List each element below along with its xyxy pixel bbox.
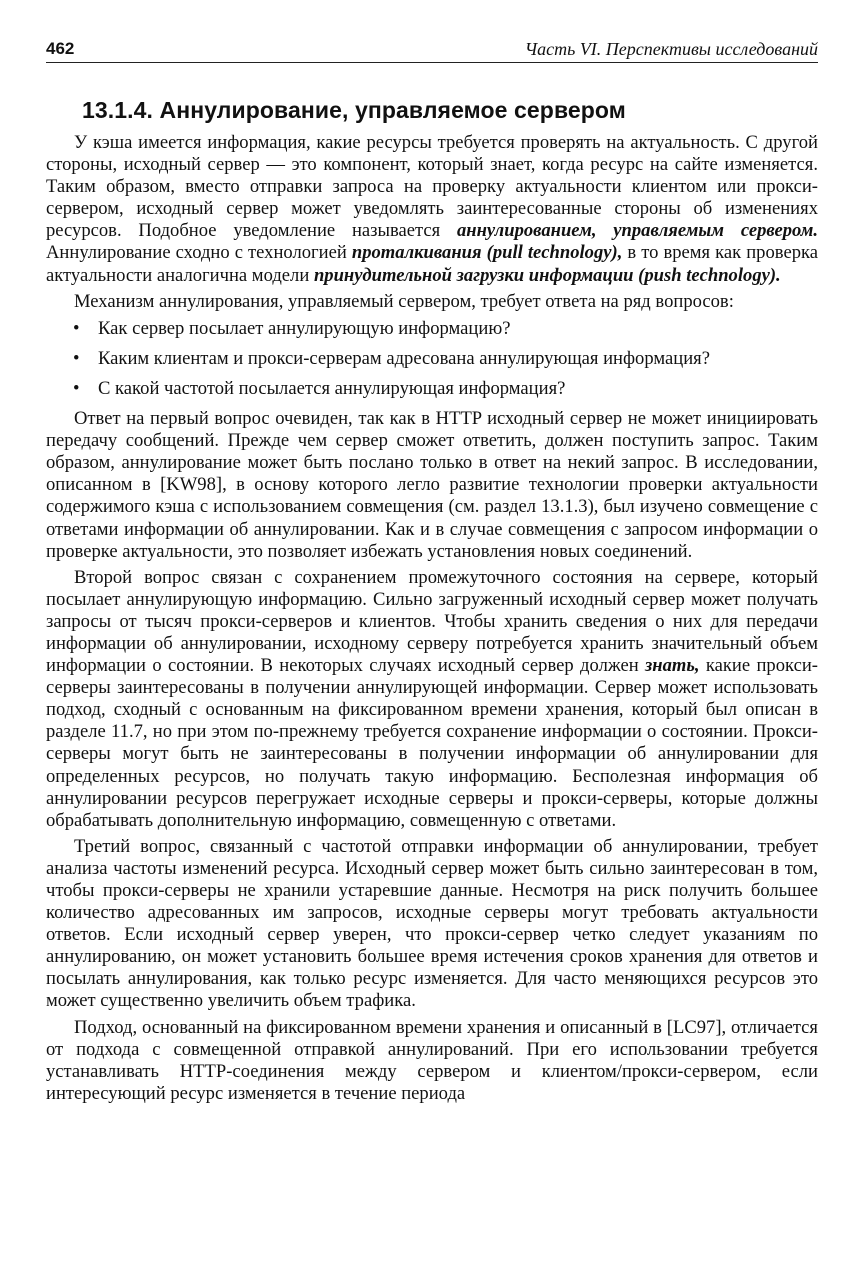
bullet-icon: • — [73, 347, 80, 369]
running-title: Часть VI. Перспективы исследований — [524, 38, 818, 59]
bullet-icon: • — [73, 377, 80, 399]
paragraph-1-text-c: в то время как проверка актуальности аналогична модели — [46, 242, 819, 286]
page-number: 462 — [46, 38, 75, 58]
list-item-text: С какой частотой посылается аннулирующая информация? — [98, 377, 566, 399]
paragraph-3: Ответ на первый вопрос очевиден, так как в HTTP исходный сервер не может инициировать передачу сообщений. Прежде чем сервер сможет ответить, должен поступить запрос. Таким образом, аннулирование может быть послано только в ответ на некий запрос. В исследовании, описанном в [KW98], в основу которого легло развитие технологии проверки актуальности содержимого кэша с использованием совмещения (см. раздел 13.1.3), был изучено совмещение с ответами информации об аннулировании. Как и в случае совмещения с запросом информации о проверке актуальности, это позволяет избежать установления новых соединений. — [46, 408, 818, 562]
list-item-text: Как сервер посылает аннулирующую информацию? — [98, 317, 511, 339]
list-item — [46, 348, 818, 370]
term-server-invalidation: аннулированием, управляемым сервером. — [456, 220, 819, 242]
document-page — [46, 38, 818, 1109]
list-item — [46, 378, 818, 400]
question-list — [46, 318, 818, 400]
paragraph-1-text-b: Аннулирование сходно с технологией — [46, 242, 352, 264]
paragraph-4-text-b: какие прокси-серверы заинтересованы в получении аннулирующей информации. Сервер может использовать подход, сходный с основанным на фиксированном времени хранения, который был описан в разделе 11.7, но при этом по-прежнему требуется сохранение информации о состоянии. Прокси-серверы могут быть не заинтересованы в получении информации об аннулировании для определенных ресурсов, но получать такую информацию. Бесполезная информация об аннулировании ресурсов перегружает исходные серверы и прокси-серверы, которые должны обрабатывать дополнительную информацию, совмещенную с ответами. — [46, 655, 818, 831]
bullet-icon: • — [73, 317, 80, 339]
paragraph-4-text-a: Второй вопрос связан с сохранением промежуточного состояния на сервере, который посылает аннулирующую информацию. Сильно загруженный исходный сервер может получать запросы от тысяч прокси-серверов и клиентов. Чтобы хранить сведения о них для передачи информации об аннулировании, исходному серверу потребуется хранить значительный объем информации о состоянии. В некоторых случаях исходный сервер должен — [46, 566, 818, 677]
section-title: 13.1.4. Аннулирование, управляемое сервером — [82, 97, 626, 123]
list-item-text: Каким клиентам и прокси-серверам адресована аннулирующая информация? — [98, 347, 710, 369]
emphasis-know: знать, — [645, 655, 700, 677]
paragraph-2: Механизм аннулирования, управляемый сервером, требует ответа на ряд вопросов: — [74, 290, 734, 312]
paragraph-1 — [46, 132, 818, 287]
page-header — [46, 38, 818, 63]
paragraph-1-text-a: У кэша имеется информация, какие ресурсы требуется проверять на актуальность. С другой стороны, исходный сервер — это компонент, который знает, когда ресурс на сайте изменяется. Таким образом, вместо отправки запроса на проверку актуальности клиентом или прокси-сервером, исходный сервер может уведомлять заинтересованные стороны об изменениях ресурсов. Подобное уведомление называется — [46, 132, 818, 242]
paragraph-5: Третий вопрос, связанный с частотой отправки информации об аннулировании, требует анализа частоты изменений ресурса. Исходный сервер может быть сильно заинтересован в том, чтобы прокси-серверы не хранили устаревшие данные. Несмотря на риск получить большее количество адресованных им запросов, исходные серверы могут требовать актуальности ответов. Если исходный сервер уверен, что прокси-сервер четко следует указаниям по аннулированию, он может установить большее время истечения сроков хранения для ответов и посылать аннулирования, как только ресурс изменяется. Для часто меняющихся ресурсов это может существенно увеличить объем трафика. — [46, 835, 818, 1012]
paragraph-6: Подход, основанный на фиксированном времени хранения и описанный в [LC97], отличается от подхода с совмещенной отправкой аннулирований. При его использовании требуется устанавливать HTTP-соединения между сервером и клиентом/прокси-сервером, если интересующий ресурс изменяется в течение периода — [46, 1016, 818, 1104]
paragraph-4 — [46, 567, 818, 832]
term-push-technology: принудительной загрузки информации (push technology). — [313, 264, 781, 286]
term-pull-technology: проталкивания (pull technology), — [351, 242, 623, 264]
list-item — [46, 318, 818, 340]
